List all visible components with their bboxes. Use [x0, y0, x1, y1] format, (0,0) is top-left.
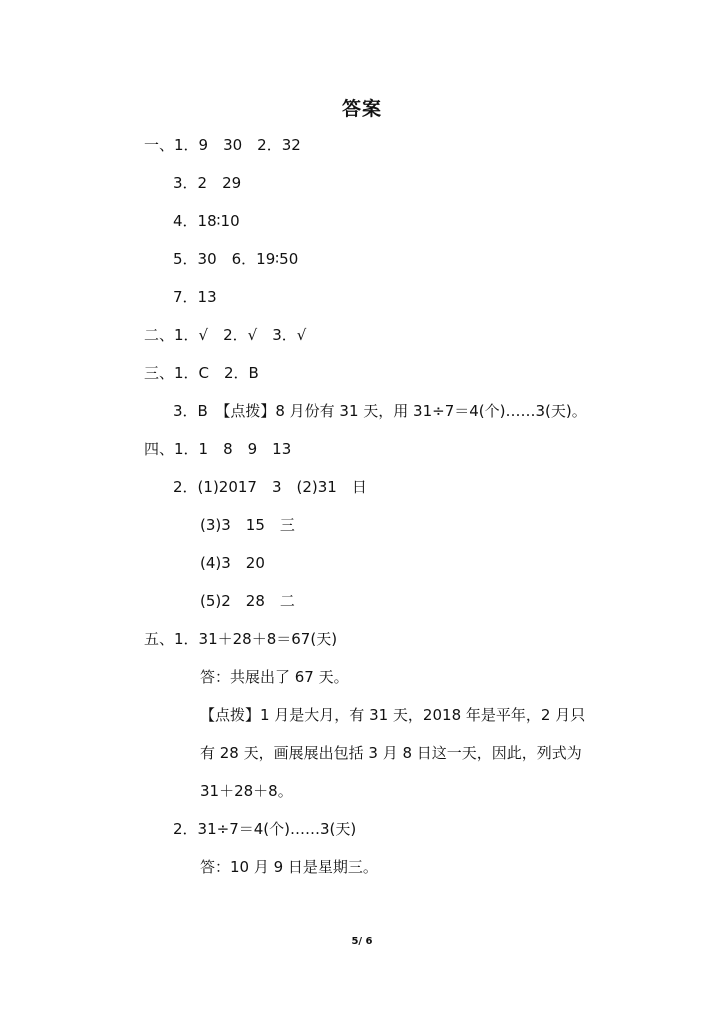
answer-line-section5-hint-2: 有 28 天，画展展出包括 3 月 8 日这一天，因此，列式为	[200, 744, 582, 762]
answer-line-section4-q2-part5: (5)2 28 二	[200, 592, 295, 610]
answer-line-section2: 二、1．√ 2．√ 3．√	[144, 326, 307, 344]
answer-line-section4-q2-part4: (4)3 20	[200, 554, 265, 572]
answer-line-section5-hint-3: 31＋28＋8。	[200, 782, 293, 800]
answer-line-section1-q1-2: 一、1．9 30 2．32	[144, 136, 301, 154]
answer-line-section5-q2: 2．31÷7＝4(个)……3(天)	[173, 820, 357, 838]
page-title: 答案	[341, 98, 382, 120]
answer-line-section4-q2-part3: (3)3 15 三	[200, 516, 295, 534]
answer-line-section4-q1: 四、1．1 8 9 13	[144, 440, 292, 458]
answer-line-section5-q1-answer: 答：共展出了 67 天。	[200, 668, 349, 686]
answer-line-section1-q7: 7．13	[173, 288, 217, 306]
answer-line-section1-q3: 3．2 29	[173, 174, 242, 192]
answer-line-section1-q4: 4．18∶10	[173, 212, 240, 230]
answer-line-section5-q2-answer: 答：10 月 9 日是星期三。	[200, 858, 378, 876]
answer-line-section4-q2: 2．(1)2017 3 (2)31 日	[173, 478, 367, 496]
answer-line-section5-hint-1: 【点拨】1 月是大月，有 31 天，2018 年是平年，2 月只	[200, 706, 586, 724]
answer-line-section1-q5-6: 5．30 6．19∶50	[173, 250, 299, 268]
answer-line-section3-q1-2: 三、1．C 2．B	[144, 364, 259, 382]
page-number: 5/ 6	[351, 936, 373, 947]
answer-line-section3-q3: 3．B 【点拨】8 月份有 31 天，用 31÷7＝4(个)……3(天)。	[173, 402, 587, 420]
answer-line-section5-q1: 五、1．31＋28＋8＝67(天)	[144, 630, 338, 648]
